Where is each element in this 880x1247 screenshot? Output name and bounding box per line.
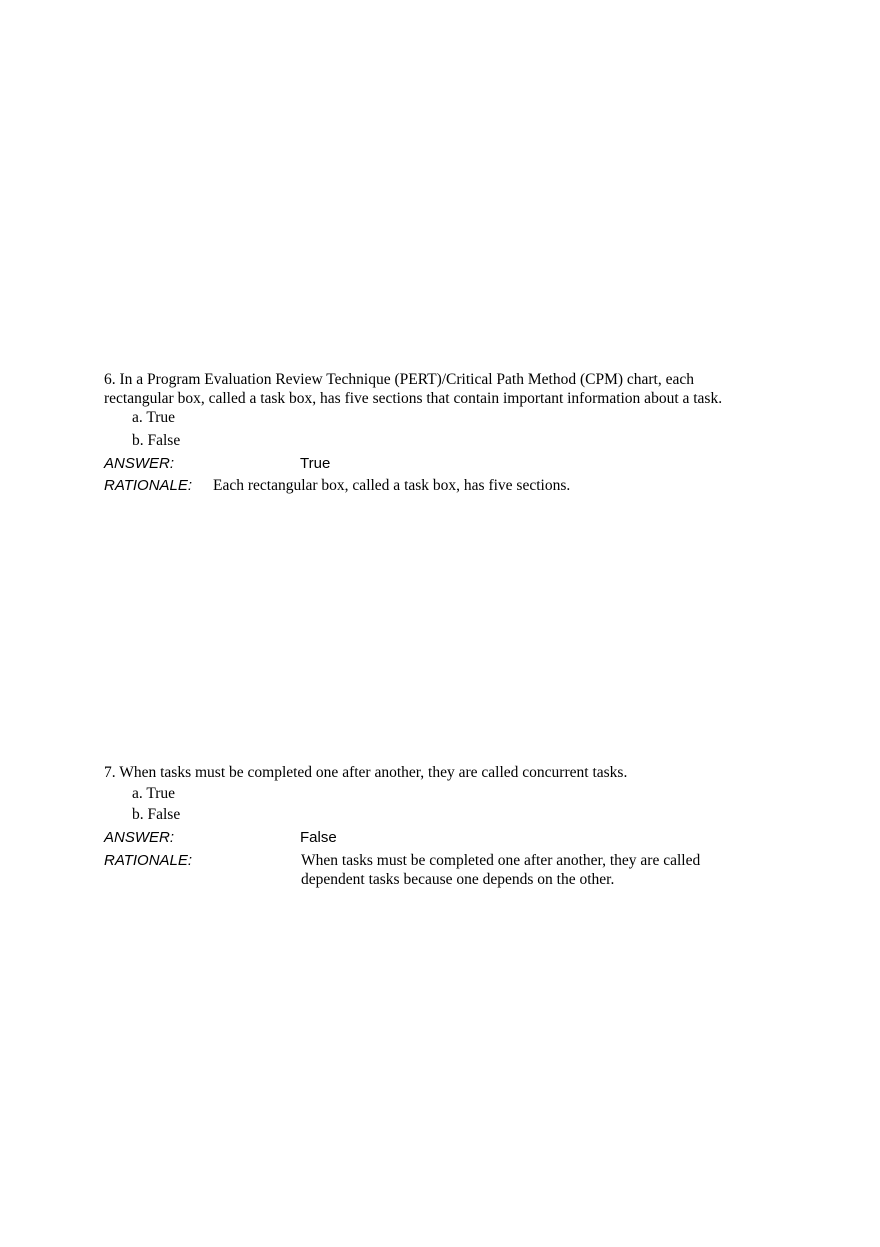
- rationale-label: RATIONALE:: [104, 477, 193, 494]
- option-a: a. True: [132, 785, 176, 802]
- question-stem-line: 7. When tasks must be completed one after another, they are called concurrent tasks.: [104, 764, 628, 781]
- option-b: b. False: [132, 806, 181, 823]
- rationale-text-line: When tasks must be completed one after another, they are called: [301, 852, 701, 869]
- answer-label: ANSWER:: [104, 829, 175, 846]
- rationale-label: RATIONALE:: [104, 852, 193, 869]
- answer-value: False: [300, 829, 337, 846]
- option-b: b. False: [132, 432, 181, 449]
- question-stem-line: rectangular box, called a task box, has five sections that contain important information about a task.: [104, 390, 723, 407]
- answer-label: ANSWER:: [104, 455, 175, 472]
- question-stem-line: 6. In a Program Evaluation Review Technique (PERT)/Critical Path Method (CPM) chart, each: [104, 371, 694, 388]
- answer-value: True: [300, 455, 331, 472]
- rationale-text-line: dependent tasks because one depends on the other.: [301, 871, 615, 888]
- option-a: a. True: [132, 409, 176, 426]
- rationale-text: Each rectangular box, called a task box, has five sections.: [213, 477, 571, 494]
